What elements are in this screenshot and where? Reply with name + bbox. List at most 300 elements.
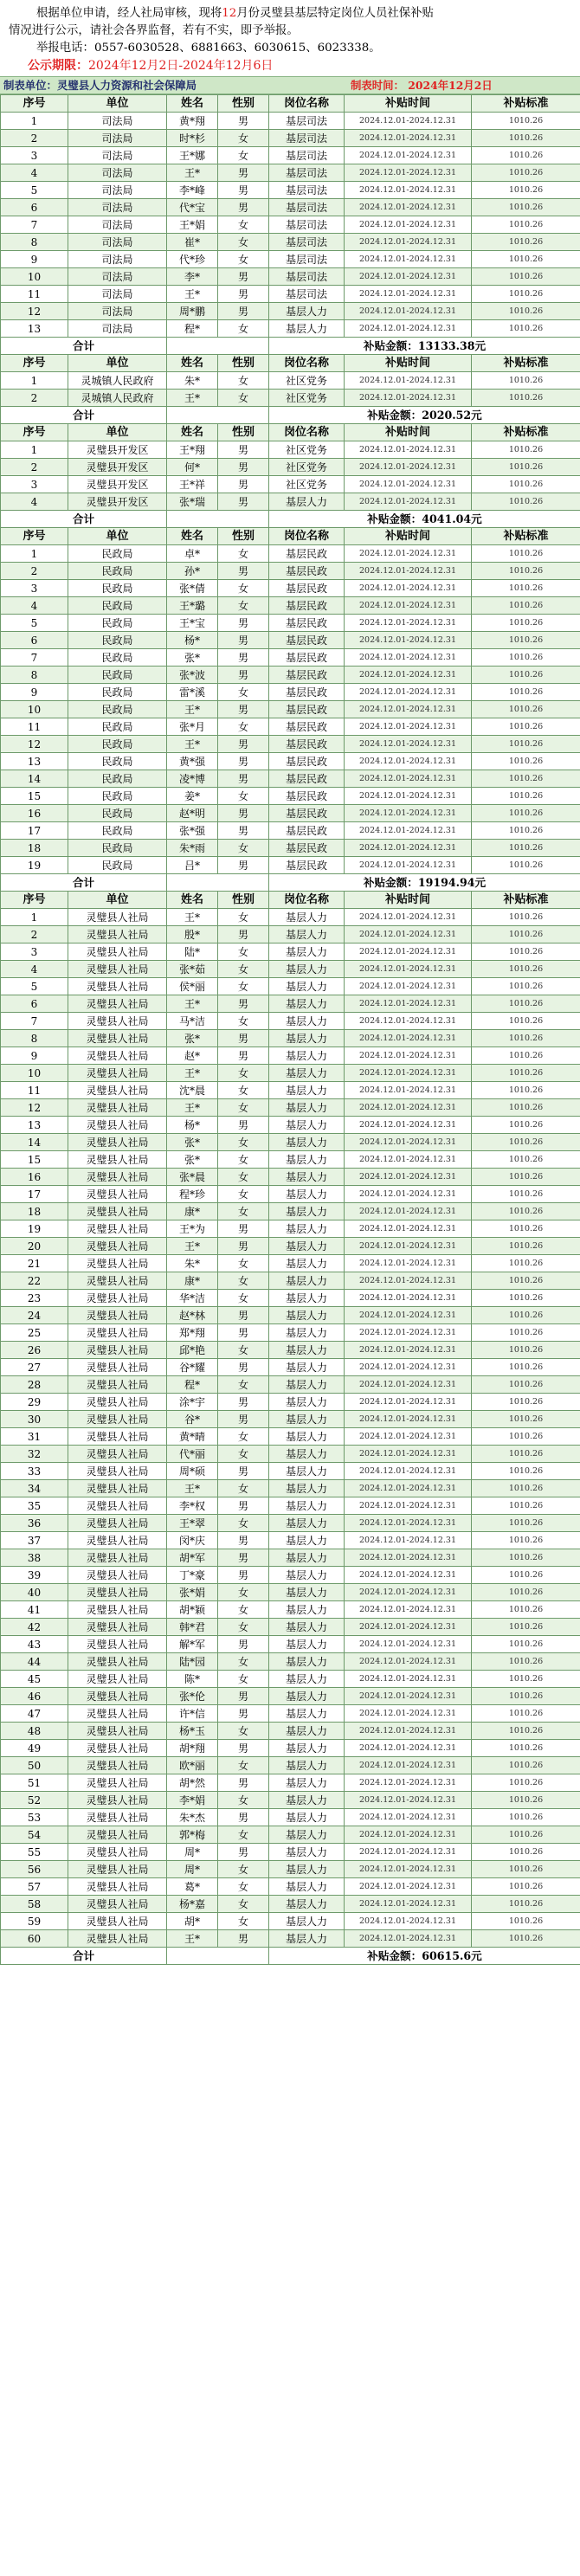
table-row	[1, 1930, 580, 1948]
row-period: 2024.12.01-2024.12.31	[345, 1930, 472, 1948]
row-amount: 1010.26	[472, 390, 580, 407]
row-unit: 灵璧县人社局	[68, 1497, 167, 1515]
row-index: 57	[1, 1878, 68, 1896]
row-index: 60	[1, 1930, 68, 1948]
row-name: 卓*	[167, 545, 218, 563]
row-period: 2024.12.01-2024.12.31	[345, 1826, 472, 1844]
row-amount: 1010.26	[472, 1532, 580, 1549]
row-index: 42	[1, 1619, 68, 1636]
row-index: 3	[1, 147, 68, 164]
row-gender: 男	[218, 1238, 269, 1255]
total-amount-label: 补贴金额：	[367, 512, 422, 525]
row-period: 2024.12.01-2024.12.31	[345, 580, 472, 597]
row-amount: 1010.26	[472, 1705, 580, 1723]
row-unit: 灵璧县人社局	[68, 1117, 167, 1134]
row-index: 11	[1, 1082, 68, 1099]
row-name: 张*月	[167, 718, 218, 736]
table-row	[1, 926, 580, 943]
total-amount-value: 2020.52元	[422, 408, 482, 422]
row-unit: 司法局	[68, 320, 167, 338]
row-amount: 1010.26	[472, 182, 580, 199]
row-post: 基层民政	[269, 701, 345, 718]
row-name: 程*	[167, 320, 218, 338]
row-amount: 1010.26	[472, 1446, 580, 1463]
table-row	[1, 1567, 580, 1584]
row-name: 张*波	[167, 667, 218, 684]
row-index: 33	[1, 1463, 68, 1480]
row-post: 基层人力	[269, 961, 345, 978]
row-gender: 女	[218, 1151, 269, 1169]
row-amount: 1010.26	[472, 718, 580, 736]
table-row	[1, 320, 580, 338]
row-unit: 司法局	[68, 199, 167, 216]
row-post: 基层人力	[269, 1774, 345, 1792]
row-post: 基层人力	[269, 1878, 345, 1896]
table-row	[1, 1186, 580, 1203]
row-period: 2024.12.01-2024.12.31	[345, 1601, 472, 1619]
row-period: 2024.12.01-2024.12.31	[345, 1688, 472, 1705]
row-gender: 男	[218, 1117, 269, 1134]
row-unit: 灵璧县人社局	[68, 1878, 167, 1896]
row-index: 5	[1, 978, 68, 995]
row-gender: 女	[218, 1428, 269, 1446]
header-gender: 性别	[218, 95, 269, 113]
row-unit: 灵璧县人社局	[68, 1532, 167, 1549]
row-index: 55	[1, 1844, 68, 1861]
header-index: 序号	[1, 95, 68, 113]
row-period: 2024.12.01-2024.12.31	[345, 649, 472, 667]
row-unit: 司法局	[68, 130, 167, 147]
row-post: 基层人力	[269, 1896, 345, 1913]
row-post: 基层人力	[269, 1411, 345, 1428]
section-total-row	[1, 874, 580, 892]
row-index: 12	[1, 736, 68, 753]
row-index: 1	[1, 441, 68, 459]
row-amount: 1010.26	[472, 1359, 580, 1376]
header-amount: 补贴标准	[472, 528, 580, 545]
row-unit: 灵璧县人社局	[68, 1480, 167, 1497]
row-index: 13	[1, 753, 68, 770]
row-index: 48	[1, 1723, 68, 1740]
row-name: 王*璐	[167, 597, 218, 615]
row-period: 2024.12.01-2024.12.31	[345, 130, 472, 147]
row-post: 社区党务	[269, 372, 345, 390]
row-gender: 男	[218, 1497, 269, 1515]
row-index: 43	[1, 1636, 68, 1653]
row-period: 2024.12.01-2024.12.31	[345, 1532, 472, 1549]
row-unit: 灵璧县人社局	[68, 1376, 167, 1394]
table-row	[1, 216, 580, 234]
row-index: 10	[1, 268, 68, 286]
row-index: 26	[1, 1342, 68, 1359]
table-row	[1, 1480, 580, 1497]
table-row	[1, 1740, 580, 1757]
row-unit: 民政局	[68, 563, 167, 580]
publicity-period-line: 公示期限：2024年12月2日-2024年12月6日	[28, 59, 274, 73]
row-unit: 司法局	[68, 182, 167, 199]
row-index: 14	[1, 1134, 68, 1151]
row-period: 2024.12.01-2024.12.31	[345, 459, 472, 476]
row-index: 17	[1, 1186, 68, 1203]
row-unit: 民政局	[68, 649, 167, 667]
section-total-row	[1, 338, 580, 355]
row-unit: 灵璧县人社局	[68, 1601, 167, 1619]
table-row	[1, 1013, 580, 1030]
row-index: 40	[1, 1584, 68, 1601]
row-period: 2024.12.01-2024.12.31	[345, 1117, 472, 1134]
row-name: 王*为	[167, 1220, 218, 1238]
row-period: 2024.12.01-2024.12.31	[345, 476, 472, 493]
table-row	[1, 909, 580, 926]
row-unit: 灵璧县人社局	[68, 1705, 167, 1723]
row-name: 周*	[167, 1861, 218, 1878]
table-row	[1, 1792, 580, 1809]
table-row	[1, 857, 580, 874]
row-unit: 民政局	[68, 580, 167, 597]
row-amount: 1010.26	[472, 1653, 580, 1671]
row-name: 张*茹	[167, 961, 218, 978]
total-amount-label: 补贴金额：	[367, 1948, 422, 1962]
row-unit: 灵璧县人社局	[68, 1549, 167, 1567]
row-name: 赵*明	[167, 805, 218, 822]
row-gender: 男	[218, 1307, 269, 1324]
notice-paragraph: 根据单位申请，经人社局审核，现将12月份灵璧县基层特定岗位人员社保补贴	[36, 7, 434, 20]
row-gender: 男	[218, 441, 269, 459]
row-name: 许*信	[167, 1705, 218, 1723]
row-gender: 女	[218, 1376, 269, 1394]
row-amount: 1010.26	[472, 1792, 580, 1809]
table-row	[1, 701, 580, 718]
table-header-row	[1, 95, 580, 113]
row-name: 张*伦	[167, 1688, 218, 1705]
total-amount-value: 4041.04元	[422, 512, 482, 525]
row-post: 基层人力	[269, 1169, 345, 1186]
row-post: 基层人力	[269, 1428, 345, 1446]
row-amount: 1010.26	[472, 216, 580, 234]
row-period: 2024.12.01-2024.12.31	[345, 1220, 472, 1238]
table-row	[1, 1653, 580, 1671]
row-gender: 女	[218, 1653, 269, 1671]
row-unit: 灵璧县人社局	[68, 1792, 167, 1809]
row-index: 7	[1, 1013, 68, 1030]
row-period: 2024.12.01-2024.12.31	[345, 234, 472, 251]
row-amount: 1010.26	[472, 943, 580, 961]
row-name: 雷*溪	[167, 684, 218, 701]
table-row	[1, 1220, 580, 1238]
row-name: 陈*	[167, 1671, 218, 1688]
row-unit: 灵璧县人社局	[68, 1099, 167, 1117]
row-name: 胡*颖	[167, 1601, 218, 1619]
row-index: 47	[1, 1705, 68, 1723]
row-gender: 女	[218, 1723, 269, 1740]
row-unit: 司法局	[68, 216, 167, 234]
row-name: 胡*然	[167, 1774, 218, 1792]
row-index: 2	[1, 390, 68, 407]
row-index: 37	[1, 1532, 68, 1549]
row-index: 3	[1, 476, 68, 493]
row-name: 黄*翔	[167, 113, 218, 130]
row-name: 张*	[167, 1030, 218, 1047]
row-post: 基层司法	[269, 113, 345, 130]
row-unit: 灵璧县开发区	[68, 441, 167, 459]
row-period: 2024.12.01-2024.12.31	[345, 390, 472, 407]
row-amount: 1010.26	[472, 770, 580, 788]
row-period: 2024.12.01-2024.12.31	[345, 268, 472, 286]
row-index: 28	[1, 1376, 68, 1394]
total-spacer	[167, 511, 269, 528]
table-row	[1, 1307, 580, 1324]
header-name: 姓名	[167, 528, 218, 545]
row-gender: 男	[218, 1411, 269, 1428]
row-index: 19	[1, 857, 68, 874]
row-post: 基层人力	[269, 1584, 345, 1601]
row-index: 18	[1, 840, 68, 857]
row-period: 2024.12.01-2024.12.31	[345, 1342, 472, 1359]
row-index: 31	[1, 1428, 68, 1446]
row-unit: 灵璧县人社局	[68, 1290, 167, 1307]
row-name: 时*杉	[167, 130, 218, 147]
section-total-row	[1, 511, 580, 528]
row-name: 谷*耀	[167, 1359, 218, 1376]
row-index: 36	[1, 1515, 68, 1532]
row-amount: 1010.26	[472, 1774, 580, 1792]
row-index: 38	[1, 1549, 68, 1567]
row-unit: 司法局	[68, 286, 167, 303]
header-index: 序号	[1, 528, 68, 545]
row-period: 2024.12.01-2024.12.31	[345, 1480, 472, 1497]
table-row	[1, 649, 580, 667]
row-period: 2024.12.01-2024.12.31	[345, 441, 472, 459]
table-row	[1, 1515, 580, 1532]
row-period: 2024.12.01-2024.12.31	[345, 1030, 472, 1047]
total-amount-label: 补贴金额：	[363, 338, 418, 352]
row-index: 56	[1, 1861, 68, 1878]
row-gender: 男	[218, 1030, 269, 1047]
row-index: 5	[1, 615, 68, 632]
row-amount: 1010.26	[472, 1117, 580, 1134]
row-post: 基层人力	[269, 1376, 345, 1394]
total-amount-value: 13133.38元	[417, 338, 487, 352]
row-amount: 1010.26	[472, 1030, 580, 1047]
table-row	[1, 372, 580, 390]
row-post: 基层民政	[269, 770, 345, 788]
row-period: 2024.12.01-2024.12.31	[345, 978, 472, 995]
row-unit: 灵璧县人社局	[68, 1013, 167, 1030]
row-unit: 灵璧县人社局	[68, 1653, 167, 1671]
row-gender: 男	[218, 736, 269, 753]
row-post: 基层人力	[269, 1151, 345, 1169]
row-index: 5	[1, 182, 68, 199]
row-unit: 灵璧县人社局	[68, 1255, 167, 1272]
row-name: 侯*丽	[167, 978, 218, 995]
row-post: 基层人力	[269, 926, 345, 943]
table-row	[1, 493, 580, 511]
header-amount: 补贴标准	[472, 892, 580, 909]
row-post: 基层司法	[269, 251, 345, 268]
table-row	[1, 1411, 580, 1428]
row-gender: 女	[218, 1203, 269, 1220]
row-index: 27	[1, 1359, 68, 1376]
row-period: 2024.12.01-2024.12.31	[345, 597, 472, 615]
row-unit: 灵璧县人社局	[68, 1619, 167, 1636]
row-period: 2024.12.01-2024.12.31	[345, 1584, 472, 1601]
row-period: 2024.12.01-2024.12.31	[345, 1723, 472, 1740]
row-unit: 民政局	[68, 770, 167, 788]
row-gender: 男	[218, 1549, 269, 1567]
row-amount: 1010.26	[472, 1567, 580, 1584]
row-name: 李*	[167, 268, 218, 286]
row-unit: 民政局	[68, 597, 167, 615]
row-amount: 1010.26	[472, 234, 580, 251]
table-row	[1, 199, 580, 216]
row-unit: 灵璧县人社局	[68, 1584, 167, 1601]
row-post: 基层民政	[269, 736, 345, 753]
row-amount: 1010.26	[472, 580, 580, 597]
row-unit: 灵璧县人社局	[68, 1359, 167, 1376]
row-name: 王*	[167, 736, 218, 753]
table-row	[1, 1099, 580, 1117]
row-post: 基层民政	[269, 667, 345, 684]
row-amount: 1010.26	[472, 1878, 580, 1896]
row-post: 基层人力	[269, 995, 345, 1013]
row-period: 2024.12.01-2024.12.31	[345, 1307, 472, 1324]
row-period: 2024.12.01-2024.12.31	[345, 788, 472, 805]
row-index: 21	[1, 1255, 68, 1272]
row-unit: 灵璧县人社局	[68, 1307, 167, 1324]
table-row	[1, 251, 580, 268]
row-gender: 男	[218, 615, 269, 632]
row-period: 2024.12.01-2024.12.31	[345, 286, 472, 303]
row-period: 2024.12.01-2024.12.31	[345, 1428, 472, 1446]
header-post: 岗位名称	[269, 355, 345, 372]
row-unit: 灵城镇人民政府	[68, 372, 167, 390]
row-amount: 1010.26	[472, 1099, 580, 1117]
table-row	[1, 1047, 580, 1065]
row-gender: 男	[218, 701, 269, 718]
table-row	[1, 441, 580, 459]
row-name: 殷*	[167, 926, 218, 943]
row-gender: 男	[218, 753, 269, 770]
row-post: 基层人力	[269, 1497, 345, 1515]
row-post: 基层人力	[269, 1515, 345, 1532]
row-post: 基层人力	[269, 1307, 345, 1324]
row-unit: 民政局	[68, 753, 167, 770]
row-period: 2024.12.01-2024.12.31	[345, 147, 472, 164]
row-post: 基层人力	[269, 1324, 345, 1342]
row-gender: 男	[218, 1774, 269, 1792]
row-index: 9	[1, 684, 68, 701]
row-index: 4	[1, 493, 68, 511]
row-amount: 1010.26	[472, 1290, 580, 1307]
row-name: 李*峰	[167, 182, 218, 199]
row-unit: 灵璧县人社局	[68, 1567, 167, 1584]
row-period: 2024.12.01-2024.12.31	[345, 857, 472, 874]
row-index: 15	[1, 788, 68, 805]
row-post: 基层人力	[269, 1619, 345, 1636]
row-index: 30	[1, 1411, 68, 1428]
total-spacer	[167, 407, 269, 424]
row-index: 3	[1, 580, 68, 597]
row-post: 基层人力	[269, 1134, 345, 1151]
table-row	[1, 1394, 580, 1411]
table-row	[1, 1896, 580, 1913]
row-gender: 女	[218, 1255, 269, 1272]
notice-text	[0, 0, 580, 74]
header-post: 岗位名称	[269, 892, 345, 909]
row-gender: 女	[218, 580, 269, 597]
row-post: 基层人力	[269, 1861, 345, 1878]
row-gender: 女	[218, 1134, 269, 1151]
row-post: 基层人力	[269, 1013, 345, 1030]
row-gender: 女	[218, 1290, 269, 1307]
row-name: 吕*	[167, 857, 218, 874]
row-gender: 男	[218, 667, 269, 684]
table-header-row	[1, 892, 580, 909]
row-post: 基层民政	[269, 753, 345, 770]
row-index: 18	[1, 1203, 68, 1220]
row-post: 基层人力	[269, 978, 345, 995]
row-period: 2024.12.01-2024.12.31	[345, 1463, 472, 1480]
table-row	[1, 736, 580, 753]
row-amount: 1010.26	[472, 822, 580, 840]
row-post: 基层人力	[269, 1671, 345, 1688]
row-post: 基层人力	[269, 1082, 345, 1099]
row-index: 10	[1, 701, 68, 718]
row-amount: 1010.26	[472, 1584, 580, 1601]
row-amount: 1010.26	[472, 1757, 580, 1774]
row-amount: 1010.26	[472, 1082, 580, 1099]
row-post: 基层人力	[269, 1186, 345, 1203]
row-unit: 民政局	[68, 718, 167, 736]
row-amount: 1010.26	[472, 1186, 580, 1203]
row-period: 2024.12.01-2024.12.31	[345, 164, 472, 182]
row-post: 基层司法	[269, 182, 345, 199]
row-gender: 女	[218, 1671, 269, 1688]
row-gender: 男	[218, 1930, 269, 1948]
row-index: 8	[1, 667, 68, 684]
header-amount: 补贴标准	[472, 355, 580, 372]
row-amount: 1010.26	[472, 788, 580, 805]
table-row	[1, 268, 580, 286]
row-name: 杨*	[167, 1117, 218, 1134]
row-name: 陆*	[167, 943, 218, 961]
row-unit: 司法局	[68, 303, 167, 320]
total-label: 合计	[1, 874, 167, 892]
row-unit: 司法局	[68, 113, 167, 130]
row-name: 胡*军	[167, 1549, 218, 1567]
row-name: 赵*林	[167, 1307, 218, 1324]
row-unit: 灵璧县人社局	[68, 1826, 167, 1844]
row-gender: 女	[218, 1480, 269, 1497]
row-gender: 男	[218, 268, 269, 286]
row-name: 张*	[167, 1134, 218, 1151]
row-index: 8	[1, 234, 68, 251]
header-post: 岗位名称	[269, 528, 345, 545]
row-unit: 灵璧县人社局	[68, 1809, 167, 1826]
row-amount: 1010.26	[472, 995, 580, 1013]
row-post: 基层人力	[269, 1065, 345, 1082]
row-post: 基层人力	[269, 1203, 345, 1220]
header-gender: 性别	[218, 424, 269, 441]
row-name: 代*珍	[167, 251, 218, 268]
row-period: 2024.12.01-2024.12.31	[345, 1878, 472, 1896]
row-period: 2024.12.01-2024.12.31	[345, 995, 472, 1013]
row-index: 46	[1, 1688, 68, 1705]
row-unit: 灵城镇人民政府	[68, 390, 167, 407]
row-amount: 1010.26	[472, 113, 580, 130]
row-post: 基层人力	[269, 1220, 345, 1238]
row-amount: 1010.26	[472, 1342, 580, 1359]
